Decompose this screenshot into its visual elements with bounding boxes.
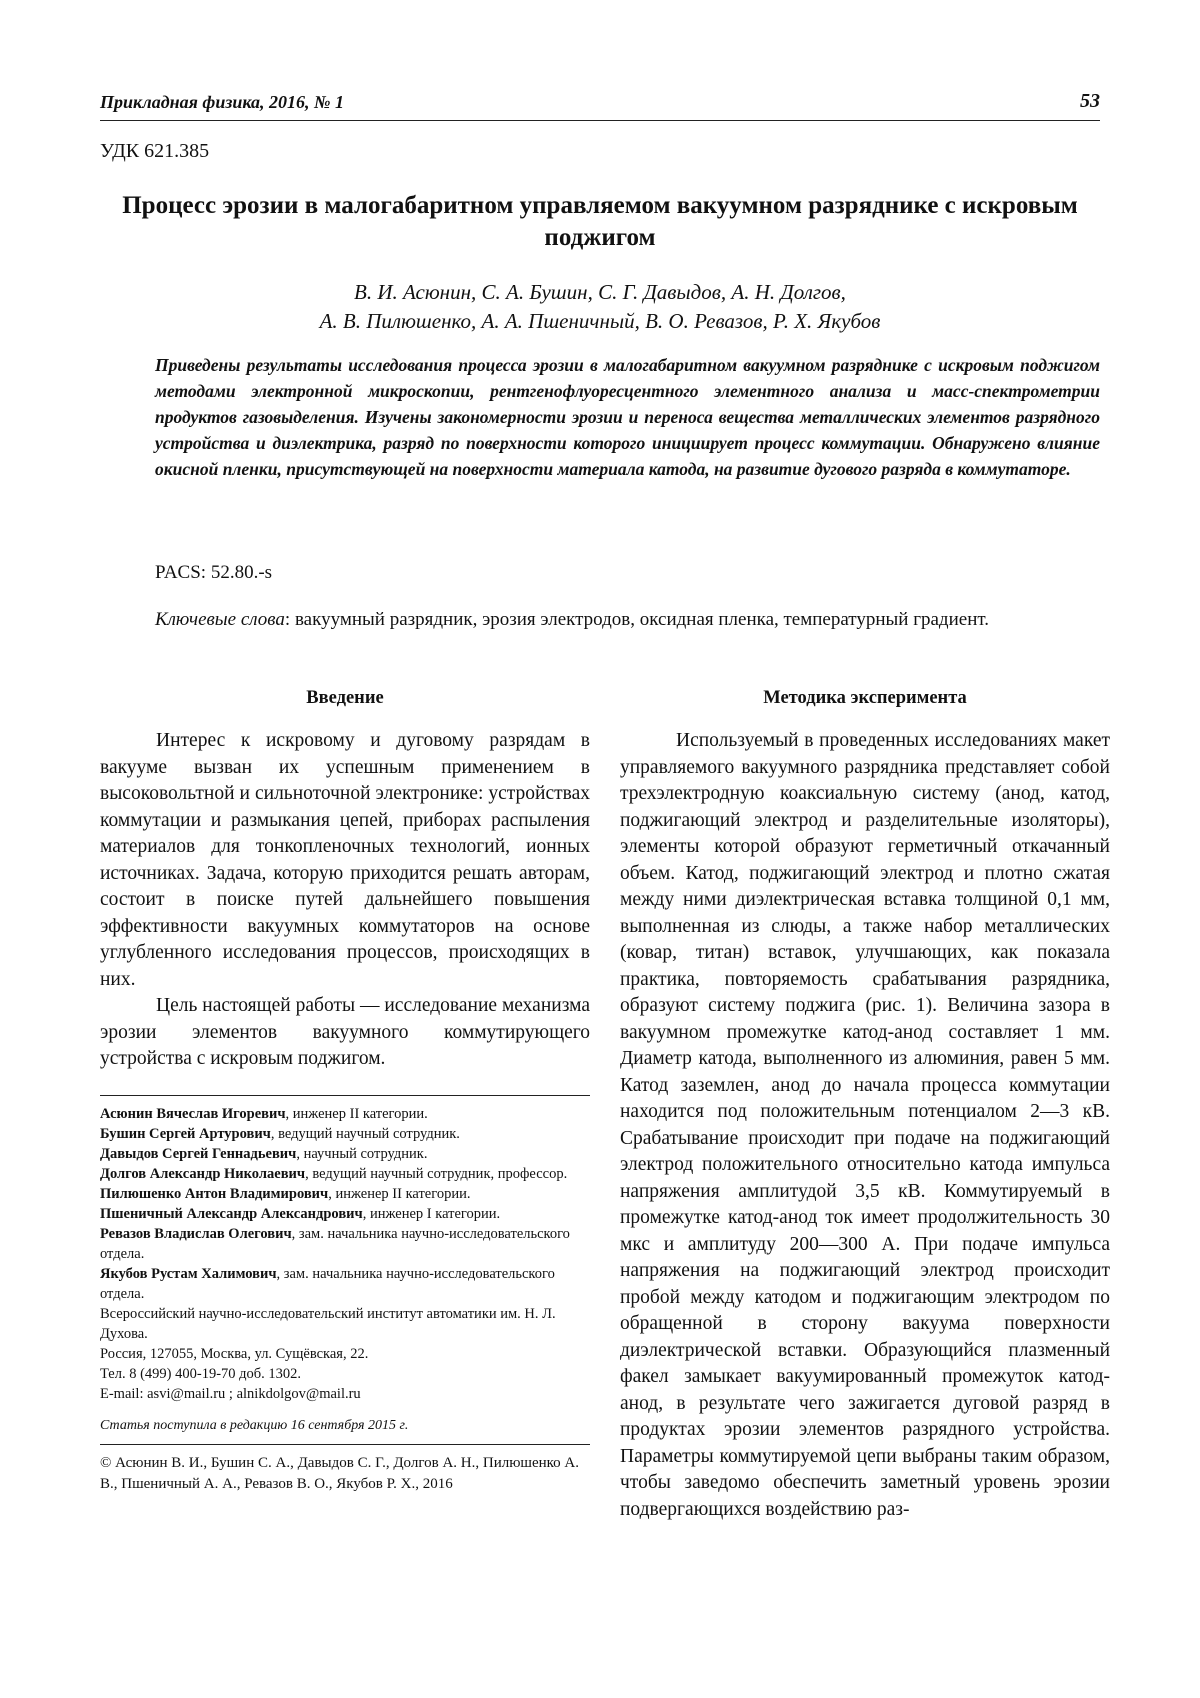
footnote-author-name: Давыдов Сергей Геннадьевич bbox=[100, 1146, 297, 1162]
left-column bbox=[100, 688, 590, 1073]
footnote-author bbox=[100, 1124, 590, 1144]
method-paragraph: Используемый в проведенных исследованиях макет управляемого вакуумного разрядника представляет собой трехэлектродную коаксиальную систему (анод, катод, поджигающий электрод и разделительные изоляторы), элементы которой образуют герметичный откачанный объем. Катод, поджигающий электрод и плотно сжатая между ними диэлектрическая вставка толщиной 0,1 мм, выполненная из слюды, а также набор металлических (ковар, титан) вставок, улучшающих, как показала практика, повторяемость срабатывания разрядника, образуют систему поджига (рис. 1). Величина зазора в вакуумном промежутке катод-анод составляет 1 мм. Диаметр катода, выполненного из алюминия, равен 5 мм. Катод заземлен, анод до начала процесса коммутации находится под положительным потенциалом 2—3 кВ. Срабатывание происходит при подаче на поджигающий электрод положительного относительно катода импульса напряжения амплитудой 3,5 кВ. Коммутируемый в промежутке катод-анод ток имеет продолжительность 30 мкс и амплитуду 200—300 А. При подаче импульса напряжения на поджигающий электрод происходит пробой между катодом и поджигающим электродом по обращенной в сторону вакуума поверхности диэлектрической вставки. Образующийся плазменный факел замыкает вакуумированный промежуток катод-анод, в результате чего зажигается дуговой разряд в продуктах эрозии элементов разрядного устройства. Параметры коммутируемой цепи выбраны таким образом, чтобы заведомо обеспечить заметный уровень эрозии подвергающихся воздействию раз- bbox=[620, 730, 1110, 1520]
footnote-author-role: , зам. начальника научно-исследовательского отдела. bbox=[100, 1266, 555, 1302]
footnote-author bbox=[100, 1144, 590, 1164]
page-number: 53 bbox=[1080, 90, 1100, 112]
footnote-author bbox=[100, 1164, 590, 1184]
running-header bbox=[100, 90, 1100, 121]
footnote-author bbox=[100, 1104, 590, 1124]
section-heading-method: Методика эксперимента bbox=[763, 688, 967, 708]
footnote-author-role: , инженер I категории. bbox=[362, 1206, 501, 1222]
paper-title: Процесс эрозии в малогабаритном управляемом вакуумном разряднике с искровым поджигом bbox=[122, 192, 1078, 251]
footnote-address: Россия, 127055, Москва, ул. Сущёвская, 22. bbox=[100, 1346, 369, 1362]
footnote-author-role: , ведущий научный сотрудник. bbox=[270, 1126, 460, 1142]
received-date: Статья поступила в редакцию 16 сентября 2015 г. bbox=[100, 1416, 590, 1445]
abstract: Приведены результаты исследования процесса эрозии в малогабаритном вакуумном разряднике с искровым поджигом методами электронной микроскопии, рентгенофлуоресцентного элементного анализа и масс-спектрометрии продуктов газовыделения. Изучены закономерности эрозии и переноса вещества металлических элементов разрядного устройства и диэлектрика, разряд по поверхности которого инициирует процесс коммутации. Обнаружено влияние окисной пленки, присутствующей на поверхности материала катода, на развитие дугового разряда в коммутаторе. bbox=[155, 355, 1100, 479]
author-line: А. В. Пилюшенко, А. А. Пшеничный, В. О. Ревазов, Р. Х. Якубов bbox=[319, 309, 881, 333]
footnote-author bbox=[100, 1224, 590, 1264]
footnote-author bbox=[100, 1204, 590, 1224]
footnote-author-name: Долгов Александр Николаевич bbox=[100, 1166, 306, 1182]
footnote-author-name: Асюнин Вячеслав Игоревич bbox=[100, 1106, 286, 1122]
footnote-author-name: Якубов Рустам Халимович bbox=[100, 1266, 277, 1282]
author-list bbox=[100, 278, 1100, 336]
footnote-author bbox=[100, 1264, 590, 1304]
intro-paragraph: Интерес к искровому и дуговому разрядам в вакууме вызван их успешным применением в высоковольтной и сильноточной электронике: устройствах коммутации и размыкания цепей, приборах распыления материалов для тонкопленочных технологий, ионных источниках. Задача, которую приходится решать авторам, состоит в поиске путей дальнейшего повышения эффективности вакуумных коммутаторов на основе углубленного исследования процессов, происходящих в них. bbox=[100, 730, 590, 990]
section-heading-intro: Введение bbox=[306, 688, 384, 708]
footnote-author-name: Пилюшенко Антон Владимирович bbox=[100, 1186, 329, 1202]
footnote-author-role: , ведущий научный сотрудник, профессор. bbox=[305, 1166, 568, 1182]
author-line: В. И. Асюнин, С. А. Бушин, С. Г. Давыдов, А. Н. Долгов, bbox=[354, 280, 846, 304]
footnote-author-role: , инженер II категории. bbox=[285, 1106, 428, 1122]
footnote-author-name: Ревазов Владислав Олегович bbox=[100, 1226, 292, 1242]
footnote-author-role: , зам. начальника научно-исследовательского отдела. bbox=[100, 1226, 570, 1262]
footnote-author-name: Бушин Сергей Артурович bbox=[100, 1126, 271, 1142]
right-column bbox=[620, 688, 1110, 1523]
footnote-author-name: Пшеничный Александр Александрович bbox=[100, 1206, 363, 1222]
keywords bbox=[155, 607, 1100, 633]
keywords-text: : вакуумный разрядник, эрозия электродов, оксидная пленка, температурный градиент. bbox=[284, 609, 989, 630]
footnote-author bbox=[100, 1184, 590, 1204]
footnote-author-role: , научный сотрудник. bbox=[296, 1146, 428, 1162]
intro-paragraph: Цель настоящей работы — исследование механизма эрозии элементов вакуумного коммутирующего устройства с искровым поджигом. bbox=[100, 995, 590, 1069]
author-footnotes bbox=[100, 1095, 590, 1495]
footnote-author-role: , инженер II категории. bbox=[328, 1186, 471, 1202]
footnote-email: E-mail: asvi@mail.ru ; alnikdolgov@mail.ru bbox=[100, 1386, 361, 1402]
journal-name: Прикладная физика, 2016, № 1 bbox=[100, 92, 345, 112]
udc-code: УДК 621.385 bbox=[100, 140, 210, 162]
footnote-institute: Всероссийский научно-исследовательский институт автоматики им. Н. Л. Духова. bbox=[100, 1306, 556, 1342]
copyright-notice: © Асюнин В. И., Бушин С. А., Давыдов С. Г., Долгов А. Н., Пилюшенко А. В., Пшеничный А. А., Ревазов В. О., Якубов Р. Х., 2016 bbox=[100, 1455, 580, 1492]
footnote-phone: Тел. 8 (499) 400-19-70 доб. 1302. bbox=[100, 1366, 302, 1382]
keywords-label: Ключевые слова bbox=[155, 609, 285, 630]
pacs-code: PACS: 52.80.-s bbox=[155, 562, 273, 583]
